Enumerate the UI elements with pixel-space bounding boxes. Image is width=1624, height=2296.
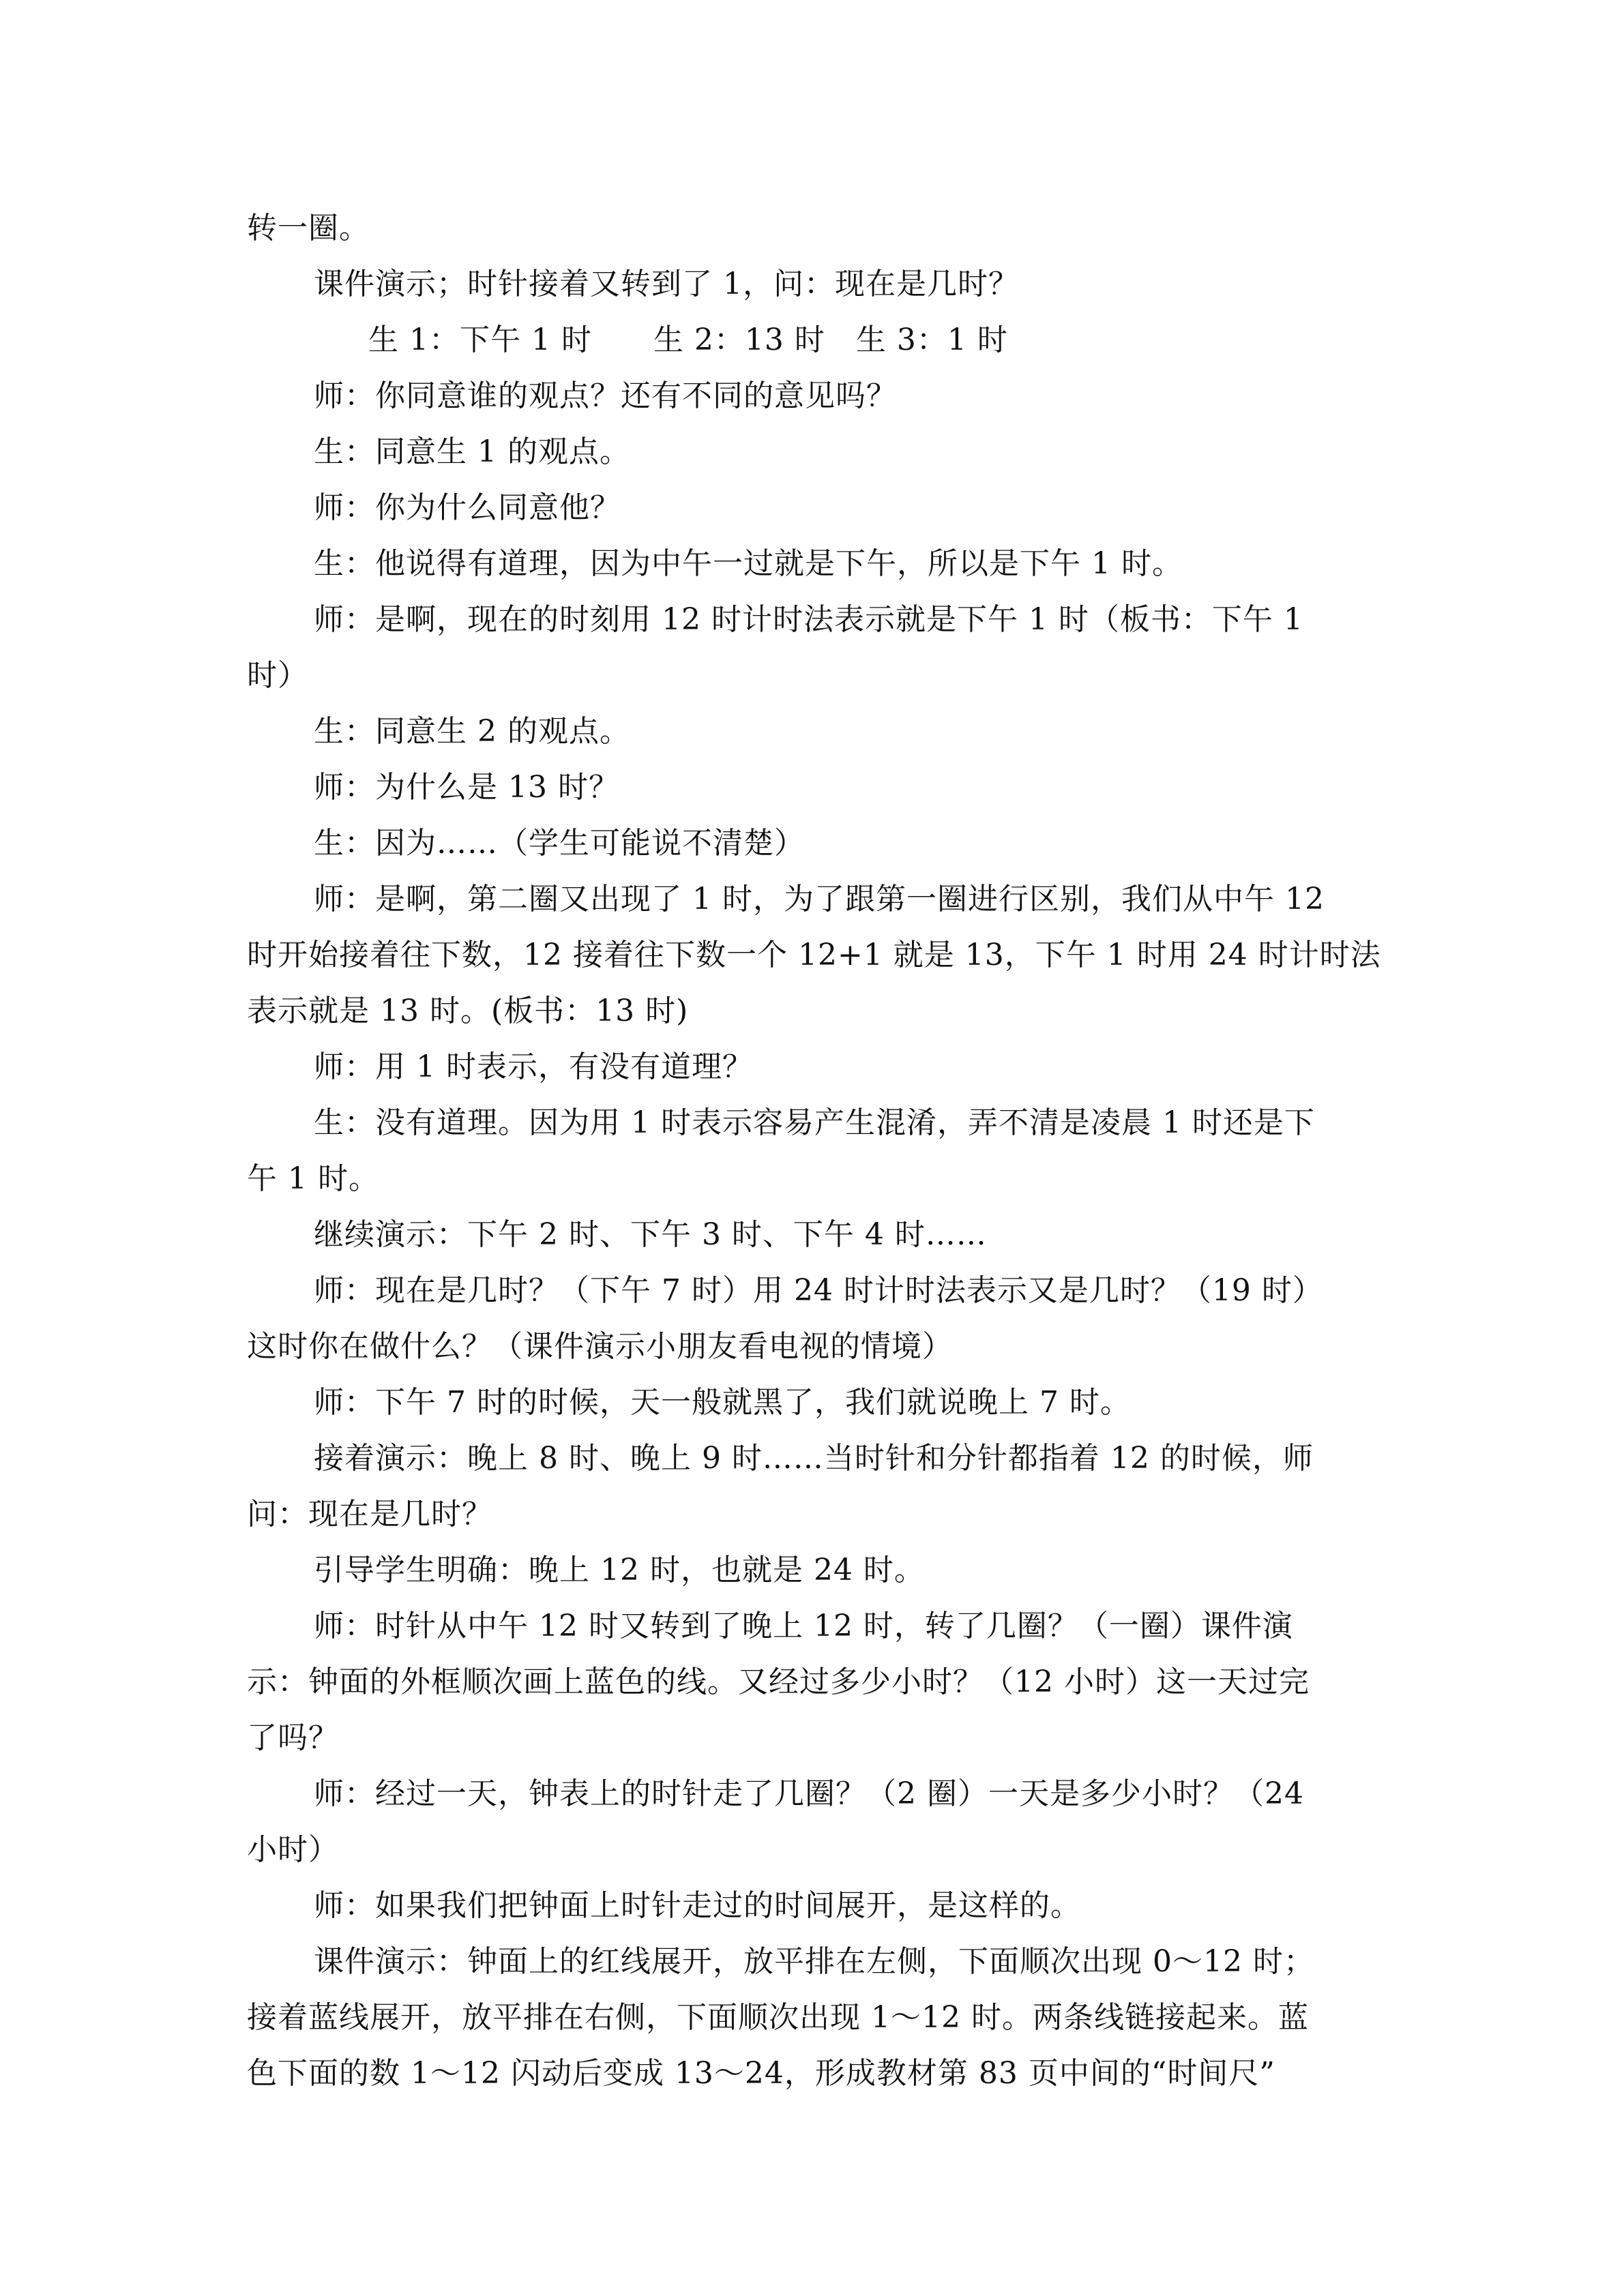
text-line: 生：同意生 1 的观点。 — [314, 434, 630, 469]
text-line: 时开始接着往下数，12 接着往下数一个 12+1 就是 13，下午 1 时用 24 时计时法 — [247, 938, 1381, 972]
text-line: 接着演示：晚上 8 时、晚上 9 时……当时针和分针都指着 12 的时候，师 — [314, 1441, 1314, 1476]
text-line: 小时） — [247, 1832, 339, 1867]
text-line: 师：如果我们把钟面上时针走过的时间展开，是这样的。 — [314, 1888, 1081, 1923]
text-line: 午 1 时。 — [247, 1161, 379, 1196]
text-line: 问：现在是几时？ — [247, 1497, 492, 1532]
text-line: 色下面的数 1～12 闪动后变成 13～24，形成教材第 83 页中间的“时间尺” — [247, 2056, 1275, 2091]
text-line: 引导学生明确：晚上 12 时，也就是 24 时。 — [314, 1553, 925, 1587]
text-line: 师：下午 7 时的时候，天一般就黑了，我们就说晚上 7 时。 — [314, 1385, 1131, 1420]
text-line: 生：他说得有道理，因为中午一过就是下午，所以是下午 1 时。 — [314, 546, 1183, 581]
text-line: 师：现在是几时？（下午 7 时）用 24 时计时法表示又是几时？（19 时） — [314, 1273, 1323, 1308]
text-line: 师：用 1 时表示，有没有道理？ — [314, 1049, 753, 1084]
text-line: 师：你为什么同意他？ — [314, 490, 621, 525]
text-line: 表示就是 13 时。(板书：13 时) — [247, 994, 689, 1028]
text-line: 课件演示：钟面上的红线展开，放平排在左侧，下面顺次出现 0～12 时； — [314, 1944, 1314, 1979]
text-line: 课件演示；时针接着又转到了 1，问：现在是几时？ — [314, 267, 1019, 301]
text-line: 生：没有道理。因为用 1 时表示容易产生混淆，弄不清是凌晨 1 时还是下 — [314, 1105, 1315, 1140]
text-line: 生 1：下午 1 时 生 2：13 时 生 3：1 时 — [368, 323, 1008, 357]
text-line: 转一圈。 — [247, 211, 370, 245]
text-line: 了吗？ — [247, 1720, 339, 1755]
text-line: 时） — [247, 658, 308, 693]
text-line: 师：经过一天，钟表上的时针走了几圈？（2 圈）一天是多少小时？（24 — [314, 1776, 1304, 1811]
text-line: 师：是啊，现在的时刻用 12 时计时法表示就是下午 1 时（板书：下午 1 — [314, 602, 1303, 637]
text-line: 师：你同意谁的观点？还有不同的意见吗？ — [314, 378, 897, 413]
text-line: 师：时针从中午 12 时又转到了晚上 12 时，转了几圈？（一圈）课件演 — [314, 1609, 1293, 1643]
text-line: 继续演示：下午 2 时、下午 3 时、下午 4 时…… — [314, 1217, 987, 1252]
text-line: 接着蓝线展开，放平排在右侧，下面顺次出现 1～12 时。两条线链接起来。蓝 — [247, 2000, 1309, 2035]
text-line: 师：为什么是 13 时？ — [314, 770, 619, 805]
text-line: 生：同意生 2 的观点。 — [314, 714, 630, 749]
text-line: 示：钟面的外框顺次画上蓝色的线。又经过多少小时？（12 小时）这一天过完 — [247, 1665, 1310, 1699]
text-line: 这时你在做什么？（课件演示小朋友看电视的情境） — [247, 1329, 953, 1364]
text-line: 生：因为……（学生可能说不清楚） — [314, 826, 805, 861]
text-line: 师：是啊，第二圈又出现了 1 时，为了跟第一圈进行区别，我们从中午 12 — [314, 882, 1325, 916]
